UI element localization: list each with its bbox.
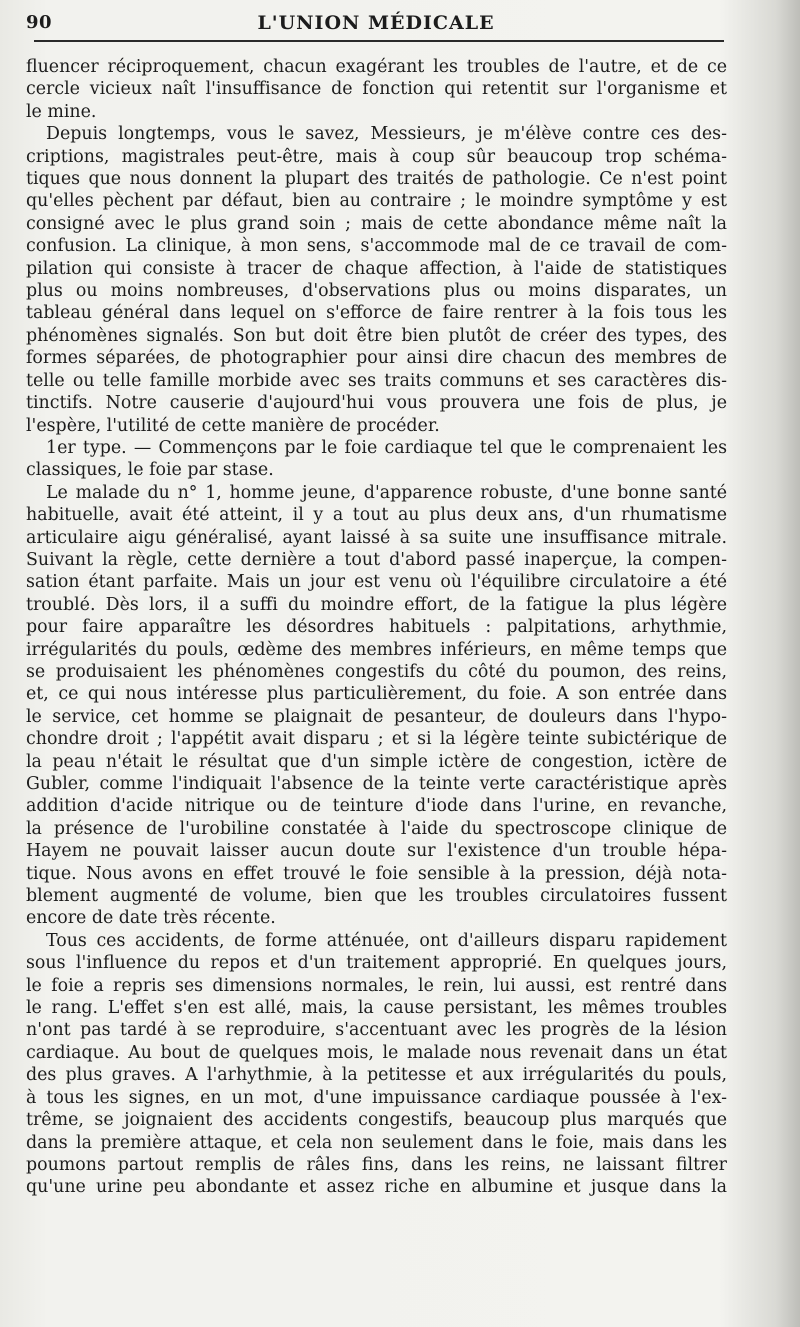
text-line: le foie a repris ses dimensions normales, le rein, lui aussi, est rentré dans bbox=[26, 975, 727, 996]
text-line: habituelle, avait été atteint, il y a tout au plus deux ans, d'un rhumatisme bbox=[26, 505, 727, 526]
text-line: consigné avec le plus grand soin ; mais de cette abondance même naît la bbox=[26, 213, 727, 234]
text-line: et, ce qui nous intéresse plus particulièrement, du foie. A son entrée dans bbox=[26, 684, 727, 705]
text-line: le mine. bbox=[26, 101, 97, 122]
text-line: qu'elles pèchent par défaut, bien au contraire ; le moindre symptôme y est bbox=[26, 191, 727, 212]
text-line: pour faire apparaître les désordres habituels : palpitations, arhythmie, bbox=[26, 617, 727, 638]
text-line: articulaire aigu généralisé, ayant laissé à sa suite une insuffisance mitrale. bbox=[26, 527, 727, 548]
text-line: dans la première attaque, et cela non seulement dans le foie, mais dans les bbox=[26, 1132, 727, 1153]
text-line: à tous les signes, en un mot, d'une impuissance cardiaque poussée à l'ex- bbox=[26, 1087, 727, 1108]
text-line: classiques, le foie par stase. bbox=[26, 460, 274, 481]
text-line: phénomènes signalés. Son but doit être bien plutôt de créer des types, des bbox=[26, 325, 727, 346]
text-line: pilation qui consiste à tracer de chaque affection, à l'aide de statistiques bbox=[26, 258, 727, 279]
text-line: le service, cet homme se plaignait de pesanteur, de douleurs dans l'hypo- bbox=[26, 706, 727, 727]
text-line: Suivant la règle, cette dernière a tout d'abord passé inaperçue, la compen- bbox=[26, 549, 727, 570]
text-line: tableau général dans lequel on s'efforce de faire rentrer à la fois tous les bbox=[26, 303, 727, 324]
running-title: L'UNION MÉDICALE bbox=[257, 12, 495, 34]
text-line: plus ou moins nombreuses, d'observations plus ou moins disparates, un bbox=[26, 281, 727, 302]
text-line: des plus graves. A l'arhythmie, à la petitesse et aux irrégularités du pouls, bbox=[26, 1065, 727, 1086]
text-line: cardiaque. Au bout de quelques mois, le malade nous revenait dans un état bbox=[26, 1042, 727, 1063]
text-line: Le malade du n° 1, homme jeune, d'apparence robuste, d'une bonne santé bbox=[46, 482, 727, 503]
text-line: Hayem ne pouvait laisser aucun doute sur l'existence d'un trouble hépa- bbox=[26, 841, 727, 862]
text-line: tiques que nous donnent la plupart des traités de pathologie. Ce n'est point bbox=[26, 169, 727, 190]
text-line: qu'une urine peu abondante et assez riche en albumine et jusque dans la bbox=[26, 1177, 727, 1198]
text-line: l'espère, l'utilité de cette manière de procéder. bbox=[26, 415, 440, 436]
text-line: cercle vicieux naît l'insuffisance de fonction qui retentit sur l'organisme et bbox=[26, 79, 727, 100]
page-number: 90 bbox=[26, 12, 53, 33]
text-line: la présence de l'urobiline constatée à l'aide du spectroscope clinique de bbox=[26, 818, 727, 839]
text-line: troublé. Dès lors, il a suffi du moindre effort, de la fatigue la plus légère bbox=[26, 594, 727, 615]
text-line: addition d'acide nitrique ou de teinture d'iode dans l'urine, en revanche, bbox=[26, 796, 727, 817]
text-line: n'ont pas tardé à se reproduire, s'accentuant avec les progrès de la lésion bbox=[26, 1020, 727, 1041]
text-line: 1er type. — Commençons par le foie cardiaque tel que le comprenaient les bbox=[46, 437, 727, 458]
page-header bbox=[26, 8, 726, 40]
text-line: tinctifs. Notre causerie d'aujourd'hui vous prouvera une fois de plus, je bbox=[26, 393, 727, 414]
text-line: blement augmenté de volume, bien que les troubles circulatoires fussent bbox=[26, 886, 727, 907]
text-line: tique. Nous avons en effet trouvé le foie sensible à la pression, déjà nota- bbox=[26, 863, 727, 884]
text-line: Depuis longtemps, vous le savez, Messieurs, je m'élève contre ces des- bbox=[46, 124, 727, 145]
text-line: le rang. L'effet s'en est allé, mais, la cause persistant, les mêmes troubles bbox=[26, 998, 727, 1019]
text-line: sous l'influence du repos et d'un traitement approprié. En quelques jours, bbox=[26, 953, 727, 974]
text-line: Gubler, comme l'indiquait l'absence de la teinte verte caractéristique après bbox=[26, 774, 727, 794]
text-line: la peau n'était le résultat que d'un simple ictère de congestion, ictère de bbox=[26, 751, 727, 772]
text-line: sation étant parfaite. Mais un jour est venu où l'équilibre circulatoire a été bbox=[26, 572, 727, 593]
body-text bbox=[26, 56, 727, 1199]
text-line: chondre droit ; l'appétit avait disparu ; et si la légère teinte subictérique de bbox=[26, 729, 727, 750]
text-line: encore de date très récente. bbox=[26, 908, 276, 929]
header-rule bbox=[34, 40, 724, 42]
text-line: confusion. La clinique, à mon sens, s'accommode mal de ce travail de com- bbox=[26, 236, 727, 257]
text-line: fluencer réciproquement, chacun exagérant les troubles de l'autre, et de ce bbox=[26, 57, 727, 77]
text-line: trême, se joignaient des accidents congestifs, beaucoup plus marqués que bbox=[26, 1110, 727, 1131]
text-line: formes séparées, de photographier pour ainsi dire chacun des membres de bbox=[26, 348, 727, 369]
text-line: Tous ces accidents, de forme atténuée, ont d'ailleurs disparu rapidement bbox=[46, 930, 727, 951]
text-line: criptions, magistrales peut-être, mais à coup sûr beaucoup trop schéma- bbox=[26, 146, 727, 167]
text-line: se produisaient les phénomènes congestifs du côté du poumon, des reins, bbox=[26, 661, 727, 682]
text-line: poumons partout remplis de râles fins, dans les reins, ne laissant filtrer bbox=[26, 1154, 727, 1175]
text-line: telle ou telle famille morbide avec ses traits communs et ses caractères dis- bbox=[26, 370, 727, 391]
text-line: irrégularités du pouls, œdème des membres inférieurs, en même temps que bbox=[26, 639, 727, 660]
